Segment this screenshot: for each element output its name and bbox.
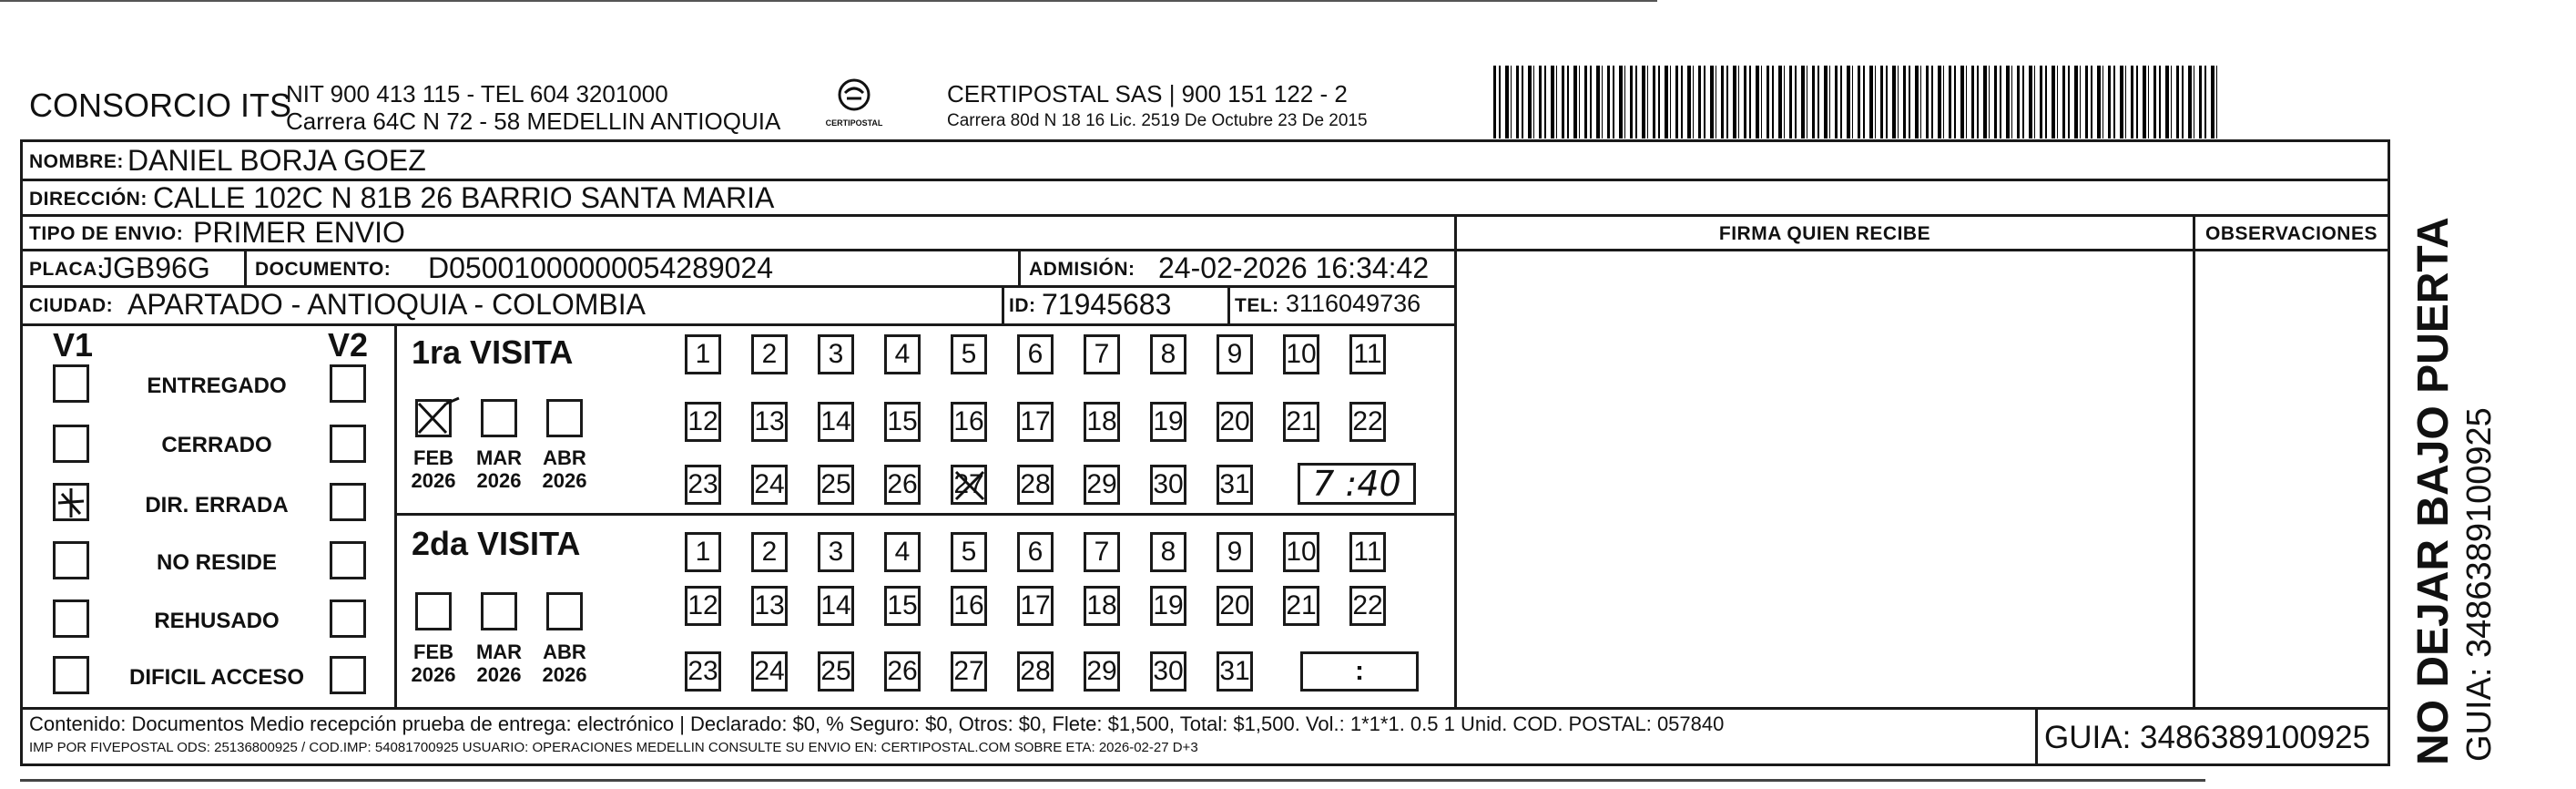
first-day-box[interactable]: 11 (1349, 334, 1386, 374)
observaciones-header: OBSERVACIONES (2205, 223, 2377, 244)
first-day-box[interactable]: 15 (884, 402, 921, 442)
second-month-label-mar: MAR 2026 (475, 640, 523, 686)
v2-checkbox-cerrado[interactable] (330, 425, 366, 463)
documento-value: D05001000000054289024 (428, 251, 774, 284)
first-visit-time-box[interactable] (1298, 463, 1416, 505)
second-day-box[interactable]: 25 (818, 651, 854, 692)
first-day-box[interactable]: 24 (751, 465, 788, 505)
v2-checkbox-rehusado[interactable] (330, 599, 366, 638)
footer-contenido: Contenido: Documentos Medio recepción prueba de entrega: electrónico | Declarado: $0, % Seguro: $0, Otros: $0, Flete: $1,500, Total: $1,500. Vol.: 1*1*1. 0.5 1 Unid. COD. POSTAL: 057840 (29, 712, 1725, 735)
handwritten-x-icon (951, 465, 991, 505)
nombre-value: DANIEL BORJA GOEZ (127, 144, 426, 177)
first-day-box[interactable]: 14 (818, 402, 854, 442)
second-day-box[interactable]: 2 (751, 532, 788, 572)
second-day-box[interactable]: 5 (951, 532, 987, 572)
status-entregado: ENTREGADO (147, 374, 287, 398)
second-day-box[interactable]: 7 (1084, 532, 1120, 572)
first-month-label-abr: ABR 2026 (542, 446, 587, 492)
second-month-label-feb: FEB 2026 (411, 640, 456, 686)
first-day-box[interactable]: 3 (818, 334, 854, 374)
footer-guia: GUIA: 3486389100925 (2044, 720, 2371, 755)
second-day-box[interactable]: 29 (1084, 651, 1120, 692)
admision-value: 24-02-2026 16:34:42 (1158, 251, 1430, 284)
direccion-value: CALLE 102C N 81B 26 BARRIO SANTA MARIA (153, 181, 775, 214)
placa-divider (244, 249, 247, 287)
carrier-name: CERTIPOSTAL SAS | 900 151 122 - 2 (947, 80, 1348, 108)
second-day-box[interactable]: 31 (1217, 651, 1253, 692)
second-day-box[interactable]: 16 (951, 586, 987, 626)
first-month-box-feb[interactable] (415, 399, 452, 437)
v1-checkbox-cerrado[interactable] (53, 425, 89, 463)
logo-text: CERTIPOSTAL (825, 118, 883, 128)
observaciones-left-border (2193, 214, 2195, 710)
ciudad-label: CIUDAD: (29, 295, 114, 316)
second-day-box[interactable]: 6 (1017, 532, 1054, 572)
second-day-box[interactable]: 30 (1150, 651, 1186, 692)
handwritten-x-icon (415, 396, 461, 438)
visit-column-border (394, 323, 397, 710)
status-no-reside: NO RESIDE (156, 550, 278, 575)
first-day-box[interactable]: 10 (1283, 334, 1319, 374)
first-day-box[interactable]: 23 (685, 465, 721, 505)
first-day-box[interactable]: 12 (685, 402, 721, 442)
first-day-box[interactable]: 16 (951, 402, 987, 442)
second-day-box[interactable]: 11 (1349, 532, 1386, 572)
table-top-border (20, 139, 2390, 142)
placa-label: PLACA: (29, 259, 105, 280)
handwritten-check-icon (53, 483, 89, 521)
status-dir-errada: DIR. ERRADA (145, 493, 289, 517)
second-day-box[interactable]: 24 (751, 651, 788, 692)
second-day-box[interactable]: 27 (951, 651, 987, 692)
barcode (1493, 66, 2222, 138)
second-day-box[interactable]: 20 (1217, 586, 1253, 626)
second-day-box[interactable]: 18 (1084, 586, 1120, 626)
v2-checkbox-dificil-acceso[interactable] (330, 656, 366, 694)
second-day-box[interactable]: 14 (818, 586, 854, 626)
v2-checkbox-no-reside[interactable] (330, 541, 366, 579)
table-left-border (20, 139, 23, 766)
second-day-box[interactable]: 10 (1283, 532, 1319, 572)
v1-checkbox-entregado[interactable] (53, 364, 89, 403)
first-day-box[interactable]: 29 (1084, 465, 1120, 505)
second-day-box[interactable]: 9 (1217, 532, 1253, 572)
v1-header: V1 (53, 326, 94, 364)
certipostal-logo (827, 75, 881, 137)
first-day-box[interactable]: 18 (1084, 402, 1120, 442)
first-day-box[interactable]: 7 (1084, 334, 1120, 374)
v2-checkbox-entregado[interactable] (330, 364, 366, 403)
first-day-box[interactable]: 5 (951, 334, 987, 374)
status-rehusado: REHUSADO (154, 609, 280, 633)
documento-label: DOCUMENTO: (255, 259, 392, 280)
tel-divider (1227, 285, 1230, 325)
second-day-box[interactable]: 17 (1017, 586, 1054, 626)
v1-checkbox-dificil-acceso[interactable] (53, 656, 89, 694)
carrier-address: Carrera 80d N 18 16 Lic. 2519 De Octubre 23 De 2015 (947, 111, 1368, 130)
second-day-box[interactable]: 8 (1150, 532, 1186, 572)
first-day-box-marked[interactable] (951, 465, 987, 505)
side-warning: NO DEJAR BAJO PUERTA (2409, 217, 2458, 765)
second-visit-time-box[interactable] (1300, 651, 1419, 692)
first-day-box[interactable]: 28 (1017, 465, 1054, 505)
second-month-box-mar[interactable] (481, 592, 517, 630)
second-day-box[interactable]: 13 (751, 586, 788, 626)
first-day-box[interactable]: 19 (1150, 402, 1186, 442)
second-visit-title: 2da VISITA (412, 525, 581, 562)
v2-header: V2 (328, 326, 369, 364)
second-month-box-feb[interactable] (415, 592, 452, 630)
first-day-box[interactable]: 17 (1017, 402, 1054, 442)
status-dificil-acceso: DIFICIL ACCESO (128, 665, 304, 690)
footer-imp: IMP POR FIVEPOSTAL ODS: 25136800925 / COD.IMP: 54081700925 USUARIO: OPERACIONES MEDELLIN CONSULTE SU ENVIO EN: CERTIPOSTAL.COM SOBRE ETA: 2026-02-27 D+3 (29, 740, 1198, 755)
v1-checkbox-rehusado[interactable] (53, 599, 89, 638)
ciudad-value: APARTADO - ANTIOQUIA - COLOMBIA (127, 288, 646, 321)
status-cerrado: CERRADO (161, 433, 272, 457)
firma-header: FIRMA QUIEN RECIBE (1718, 223, 1931, 244)
first-month-label-mar: MAR 2026 (475, 446, 523, 492)
nombre-label: NOMBRE: (29, 151, 124, 172)
first-day-box[interactable]: 25 (818, 465, 854, 505)
second-day-box[interactable]: 1 (685, 532, 721, 572)
firma-left-border (1454, 214, 1457, 710)
company-address: Carrera 64C N 72 - 58 MEDELLIN ANTIOQUIA (286, 108, 781, 135)
admision-label: ADMISIÓN: (1029, 259, 1135, 280)
first-day-label-27: 27 (953, 469, 984, 499)
first-day-box[interactable]: 9 (1217, 334, 1253, 374)
first-day-box[interactable]: 26 (884, 465, 921, 505)
scan-edge-line (0, 0, 1657, 2)
company-name: CONSORCIO ITS (29, 87, 292, 124)
second-day-box[interactable]: 22 (1349, 586, 1386, 626)
v1-checkbox-dir-errada[interactable] (53, 483, 89, 521)
row-divider (20, 323, 1457, 326)
second-day-box[interactable]: 3 (818, 532, 854, 572)
first-month-label-feb: FEB 2026 (411, 446, 456, 492)
id-value: 71945683 (1042, 288, 1172, 321)
tipo-value: PRIMER ENVIO (193, 216, 405, 249)
first-day-box[interactable]: 20 (1217, 402, 1253, 442)
tel-value: 3116049736 (1286, 290, 1421, 317)
second-day-box[interactable]: 23 (685, 651, 721, 692)
admision-divider (1018, 249, 1021, 287)
second-day-box[interactable]: 21 (1283, 586, 1319, 626)
side-text (2408, 164, 2518, 765)
second-month-box-abr[interactable] (546, 592, 583, 630)
first-visit-time: 7 :40 (1312, 464, 1401, 504)
second-day-box[interactable]: 19 (1150, 586, 1186, 626)
first-day-box[interactable]: 8 (1150, 334, 1186, 374)
tipo-label: TIPO DE ENVIO: (29, 223, 184, 244)
first-month-box-abr[interactable] (546, 399, 583, 437)
direccion-label: DIRECCIÓN: (29, 189, 148, 210)
second-visit-time: : (1355, 656, 1364, 686)
scan-edge-line (20, 779, 2205, 782)
second-day-box[interactable]: 4 (884, 532, 921, 572)
guia-box-divider (2035, 707, 2038, 765)
first-month-box-mar[interactable] (481, 399, 517, 437)
tel-label: TEL: (1235, 295, 1279, 316)
second-month-label-abr: ABR 2026 (542, 640, 587, 686)
first-day-box[interactable]: 6 (1017, 334, 1054, 374)
first-day-box[interactable]: 21 (1283, 402, 1319, 442)
v2-checkbox-dir-errada[interactable] (330, 483, 366, 521)
id-label: ID: (1009, 295, 1036, 316)
first-day-box[interactable]: 31 (1217, 465, 1253, 505)
placa-value: JGB96G (98, 251, 210, 284)
second-day-box[interactable]: 15 (884, 586, 921, 626)
first-day-box[interactable]: 13 (751, 402, 788, 442)
first-visit-title: 1ra VISITA (412, 333, 574, 371)
first-day-box[interactable]: 2 (751, 334, 788, 374)
id-divider (1002, 285, 1004, 325)
first-day-box[interactable]: 30 (1150, 465, 1186, 505)
first-day-box[interactable]: 4 (884, 334, 921, 374)
second-day-box[interactable]: 12 (685, 586, 721, 626)
first-day-box[interactable]: 1 (685, 334, 721, 374)
v1-checkbox-no-reside[interactable] (53, 541, 89, 579)
side-guia: GUIA: 3486389100925 (2460, 407, 2499, 762)
visit-divider (394, 513, 1457, 516)
table-right-border (2388, 139, 2390, 766)
second-day-box[interactable]: 28 (1017, 651, 1054, 692)
second-day-box[interactable]: 26 (884, 651, 921, 692)
company-nit: NIT 900 413 115 - TEL 604 3201000 (286, 80, 668, 108)
first-day-box[interactable]: 22 (1349, 402, 1386, 442)
